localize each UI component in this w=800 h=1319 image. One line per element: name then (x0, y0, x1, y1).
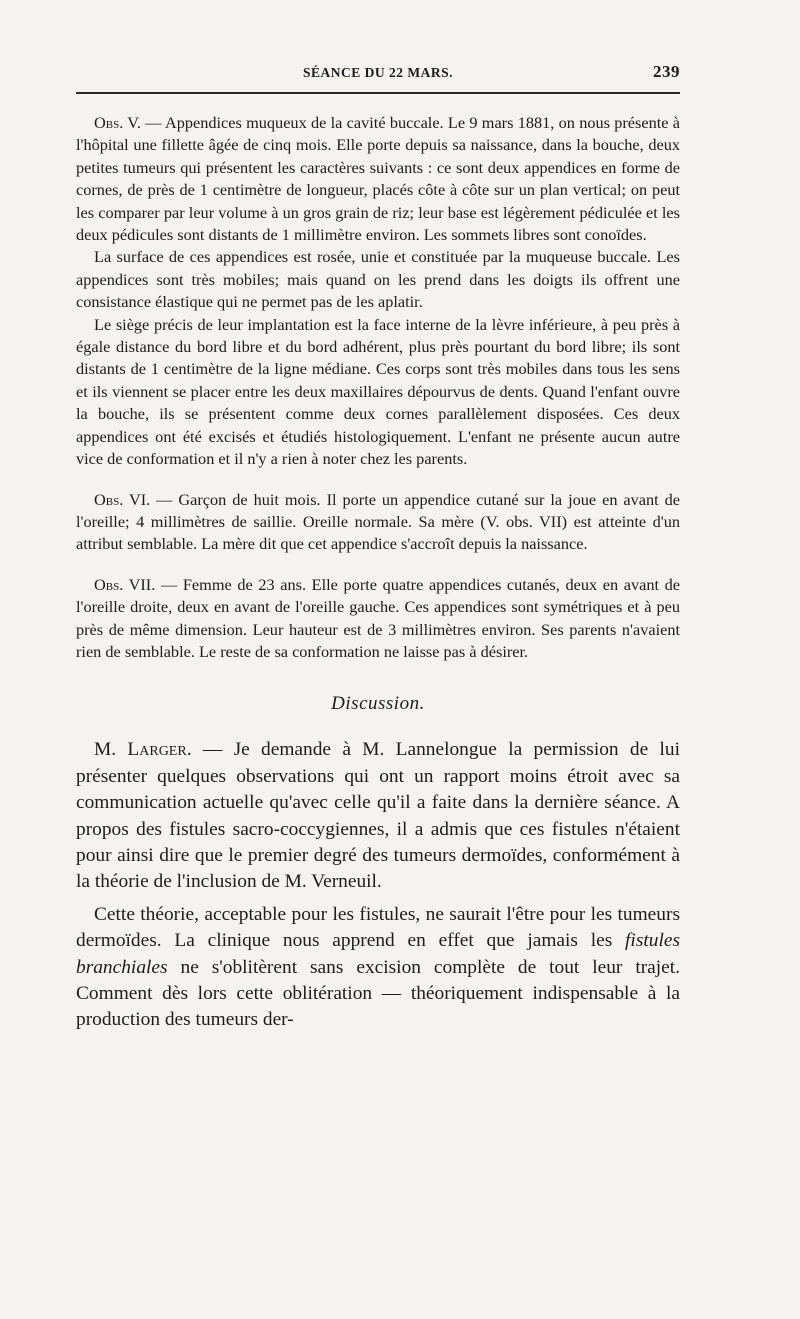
discussion-heading: Discussion. (331, 693, 425, 715)
obs7-paragraph-1 (76, 574, 680, 664)
obs7-text-1: — Femme de 23 ans. Elle porte quatre appendices cutanés, deux en avant de l'oreille droite, deux en avant de l'oreille gauche. Ces appendices sont symétriques et à peu près de même dimension. Leur hauteur est de 3 millimètres environ. Ses parents n'avaient rien de semblable. Le reste de sa conformation ne laisse pas à désirer. (76, 574, 681, 661)
obs6-text-1: — Garçon de huit mois. Il porte un appendice cutané sur la joue en avant de l'oreille; 4 millimètres de saillie. Oreille normale. Sa mère (V. obs. VII) est atteinte d'un attribut semblable. La mère dit que cet appendice s'accroît depuis la naissance. (76, 489, 680, 554)
obs6-paragraph-1 (76, 489, 680, 556)
book-page (76, 62, 680, 1034)
obs7-label: Obs. VII. (94, 574, 156, 594)
speaker-name: M. Larger. (94, 739, 192, 761)
discussion-body (76, 737, 680, 1033)
discussion-text-2b: ne s'oblitèrent sans excision complète de tout leur trajet. Comment dès lors cette oblitération — théoriquement indispensable à la production des tumeurs der- (76, 956, 680, 1031)
obs5-paragraph-1 (76, 112, 680, 246)
obs5-text-1: — Appendices muqueux de la cavité buccale. Le 9 mars 1881, on nous présente à l'hôpital une fillette âgée de cinq mois. Elle porte depuis sa naissance, dans la bouche, deux petites tumeurs qui présentent les caractères suivants : ce sont deux appendices en forme de cornes, de près de 1 centimètre de longueur, placés côte à côte sur un plan vertical; on peut les comparer par leur volume à un gros grain de riz; leur base est légèrement pédiculée et les deux pédicules sont distants de 1 millimètre environ. Les sommets libres sont conoïdes. (76, 113, 680, 245)
obs5-label: Obs. V. (94, 113, 142, 132)
discussion-text-2a: Cette théorie, acceptable pour les fistules, ne saurait l'être pour les tumeurs dermoïdes. La clinique nous apprend en effet que jamais les (76, 903, 680, 952)
discussion-paragraph-1 (76, 737, 680, 895)
discussion-paragraph-2 (76, 902, 680, 1034)
observation-6 (76, 489, 680, 556)
running-title: SÉANCE DU 22 MARS. (302, 65, 453, 80)
running-header (76, 62, 680, 84)
obs5-paragraph-3: Le siège précis de leur implantation est la face interne de la lèvre inférieure, à peu près à égale distance du bord libre et du bord adhérent, plus près pourtant du bord libre; ils sont distants de 1 centimètre de la ligne médiane. Ces corps sont très mobiles dans tous les sens et ils viennent se placer entre les deux maxillaires dépourvus de dents. Quand l'enfant ouvre la bouche, ils se présentent comme deux cornes parallèlement disposées. Ces deux appendices ont été excisés et étudiés histologiquement. L'enfant ne présente aucun autre vice de conformation et il n'y a rien à noter chez les parents. (76, 314, 680, 469)
obs5-paragraph-2: La surface de ces appendices est rosée, unie et constituée par la muqueuse buccale. Les appendices sont très mobiles; mais quand on les prend dans les doigts ils offrent une consistance élastique qui ne permet pas de les aplatir. (76, 247, 680, 312)
header-rule (76, 92, 680, 94)
obs6-label: Obs. VI. (94, 489, 151, 509)
page-number: 239 (653, 62, 680, 81)
discussion-italic-term: fistules branchiales (76, 930, 680, 978)
discussion-text-1: — Je demande à M. Lannelongue la permission de lui présenter quelques observations qui ont un rapport moins étroit avec sa communication actuelle qu'avec celle qu'il a faite dans la dernière séance. A propos des fistules sacro-coccygiennes, il a admis que ces fistules n'étaient pour ainsi dire que le premier degré des tumeurs dermoïdes, conformément à la théorie de l'inclusion de M. Verneuil. (76, 739, 680, 893)
observation-7 (76, 574, 680, 664)
observation-5 (76, 112, 680, 471)
